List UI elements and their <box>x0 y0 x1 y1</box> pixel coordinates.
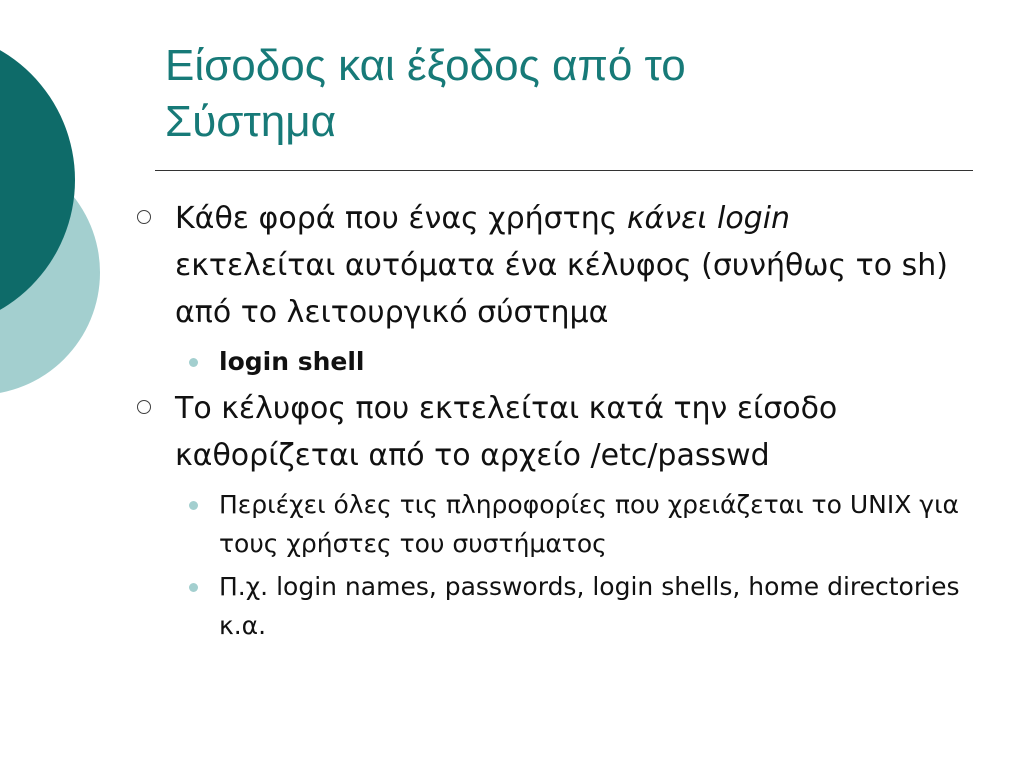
hollow-circle-bullet-icon <box>137 400 151 414</box>
bullet-1-text-continued: εκτελείται αυτόματα ένα κέλυφος (συνήθως το sh) από το λειτουργικό σύστημα <box>175 248 948 330</box>
sub-bullet-2-2-text: Π.χ. login names, passwords, login shells, home directories κ.α. <box>219 572 960 640</box>
sub-bullet-item-1-1 <box>137 342 977 381</box>
sub-bullet-2-1-text: Περιέχει όλες τις πληροφορίες που χρειάζεται το UNIX για τους χρήστες του συστήματος <box>219 490 960 558</box>
bullet-item-2 <box>137 385 977 479</box>
bullet-2-text: Το κέλυφος που εκτελείται κατά την είσοδο καθορίζεται από το αρχείο /etc/passwd <box>175 391 838 473</box>
filled-dot-bullet-icon <box>189 358 198 367</box>
bullet-1-text: Κάθε φορά που ένας χρήστης <box>175 201 627 236</box>
title-divider <box>155 170 973 171</box>
bullet-item-1 <box>137 195 977 336</box>
sub-bullet-item-2-1 <box>137 485 977 563</box>
slide-title <box>165 38 985 150</box>
filled-dot-bullet-icon <box>189 501 198 510</box>
hollow-circle-bullet-icon <box>137 210 151 224</box>
slide-body <box>137 195 977 649</box>
sub-bullet-item-2-2 <box>137 567 977 645</box>
bullet-1-italic-text: κάνει login <box>626 201 791 236</box>
slide-title-line-1: Είσοδος και έξοδος από το <box>165 41 686 90</box>
slide-title-line-2: Σύστημα <box>165 97 337 146</box>
sub-bullet-1-1-text: login shell <box>219 347 365 376</box>
filled-dot-bullet-icon <box>189 583 198 592</box>
